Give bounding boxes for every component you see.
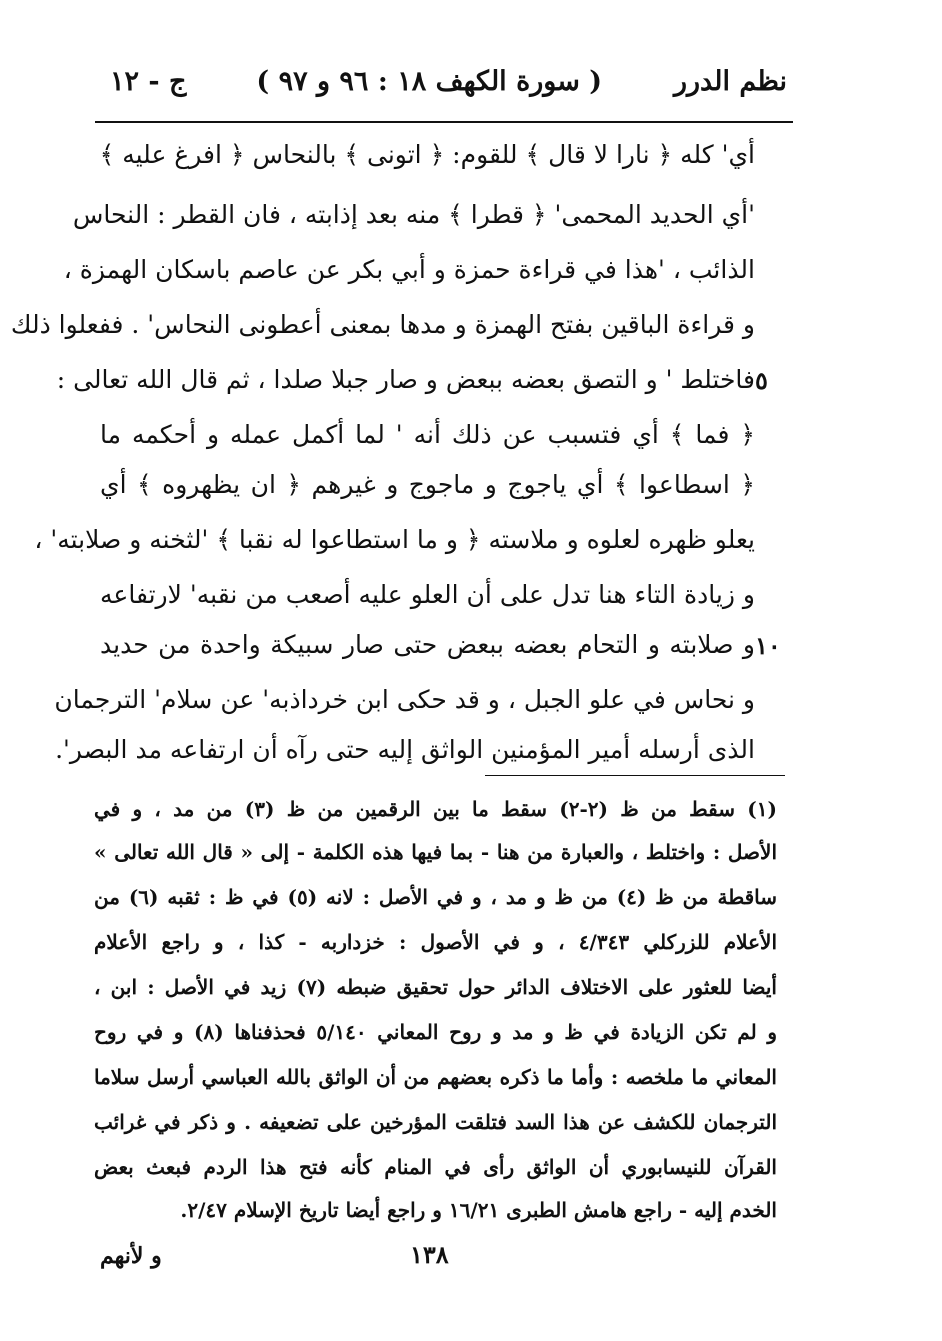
- text-line: الذائب ، 'هذا في قراءة حمزة و أبي بكر عن عاصم باسكان الهمزة ،: [63, 255, 755, 284]
- running-head-volume: ج - ١٢: [110, 66, 187, 97]
- running-head-surah-reference: ( سورة الكهف ١٨ : ٩٦ و ٩٧ ): [256, 66, 602, 97]
- text-line: و نحاس في علو الجبل ، و قد حكى ابن خرداذبه' عن سلام' الترجمان: [54, 685, 755, 714]
- margin-line-number: ٥: [755, 366, 768, 395]
- footnote-line: المعاني ما ملخصه : وأما ما ذكره بعضهم من أن الواثق بالله العباسي أرسل سلاما: [94, 1065, 777, 1089]
- footnote-line: الترجمان للكشف عن هذا السد فتلقت المؤرخين على تضعيفه . و ذكر في غرائب: [94, 1110, 777, 1134]
- header-rule: [95, 121, 793, 123]
- footnote-separator: [485, 775, 785, 776]
- page-number: ١٣٨: [410, 1240, 449, 1269]
- text-line: فاختلط ' و التصق بعضه ببعض و صار جبلا صلدا ، ثم قال الله تعالى :: [56, 365, 755, 394]
- text-line: و قراءة الباقين بفتح الهمزة و مدها بمعنى أعطونى النحاس' . ففعلوا ذلك: [10, 310, 755, 339]
- footnote-line: (١) سقط من ظ (٢-٢) سقط ما بين الرقمين من ظ (٣) من مد ، و في: [94, 797, 777, 821]
- footnote-line: الأعلام للزركلي ٤/٣٤٣ ، و في الأصول : خزداربه - كذا ، و راجع الأعلام: [94, 930, 777, 954]
- footnote-line: القرآن للنيسابوري أن الواثق رأى في المنام كأنه فتح هذا الردم فبعث بعض: [94, 1155, 777, 1179]
- footnote-line: الأصل : واختلط ، والعبارة من هنا - بما فيها هذه الكلمة - إلى « قال الله تعالى »: [94, 840, 777, 864]
- catchword: و لأنهم: [100, 1243, 162, 1269]
- footnote-line: أيضا للعثور على الاختلاف الدائر حول تحقيق ضبطه (٧) زيد في الأصل : ابن ،: [94, 975, 777, 999]
- text-line: 'أي الحديد المحمى' ﴿ قطرا ﴾ منه بعد إذابته ، فان القطر : النحاس: [72, 200, 755, 229]
- footnote-line: و لم تكن الزيادة في ظ و مد و روح المعاني ٥/١٤٠ فحذفناها (٨) و في روح: [94, 1020, 777, 1044]
- text-line: يعلو ظهره لعلوه و ملاسته ﴿ و ما استطاعوا له نقبا ﴾ 'لثخنه و صلابته' ،: [34, 525, 755, 554]
- footnote-line: ساقطة من ظ (٤) من ظ و مد ، و في الأصل : لانه (٥) في ظ : ثقبه (٦) من: [94, 885, 778, 909]
- running-head-book-title: نظم الدرر: [673, 66, 787, 97]
- text-line: ﴿ فما ﴾ أي فتسبب عن ذلك أنه ' لما أكمل عمله و أحكمه ما: [100, 420, 755, 449]
- margin-line-number: ١٠: [755, 631, 781, 660]
- text-line: و صلابته و التحام بعضه ببعض حتى صار سبيكة واحدة من حديد: [100, 630, 755, 659]
- text-line: الذى أرسله أمير المؤمنين الواثق إليه حتى رآه أن ارتفاعه مد البصر'.: [55, 735, 755, 764]
- text-line: أي' كله ﴿ نارا لا قال ﴾ للقوم: ﴿ اتونى ﴾ بالنحاس ﴿ افرغ عليه ﴾: [99, 140, 755, 169]
- footnote-line: الخدم إليه - راجع هامش الطبرى ١٦/٢١ و راجع أيضا تاريخ الإسلام ٢/٤٧.: [180, 1198, 777, 1222]
- text-line: ﴿ اسطاعوا ﴾ أي ياجوج و ماجوج و غيرهم ﴿ ان يظهروه ﴾ أي: [100, 470, 755, 499]
- text-line: و زيادة التاء هنا تدل على أن العلو عليه أصعب من نقبه' لارتفاعه: [100, 580, 755, 609]
